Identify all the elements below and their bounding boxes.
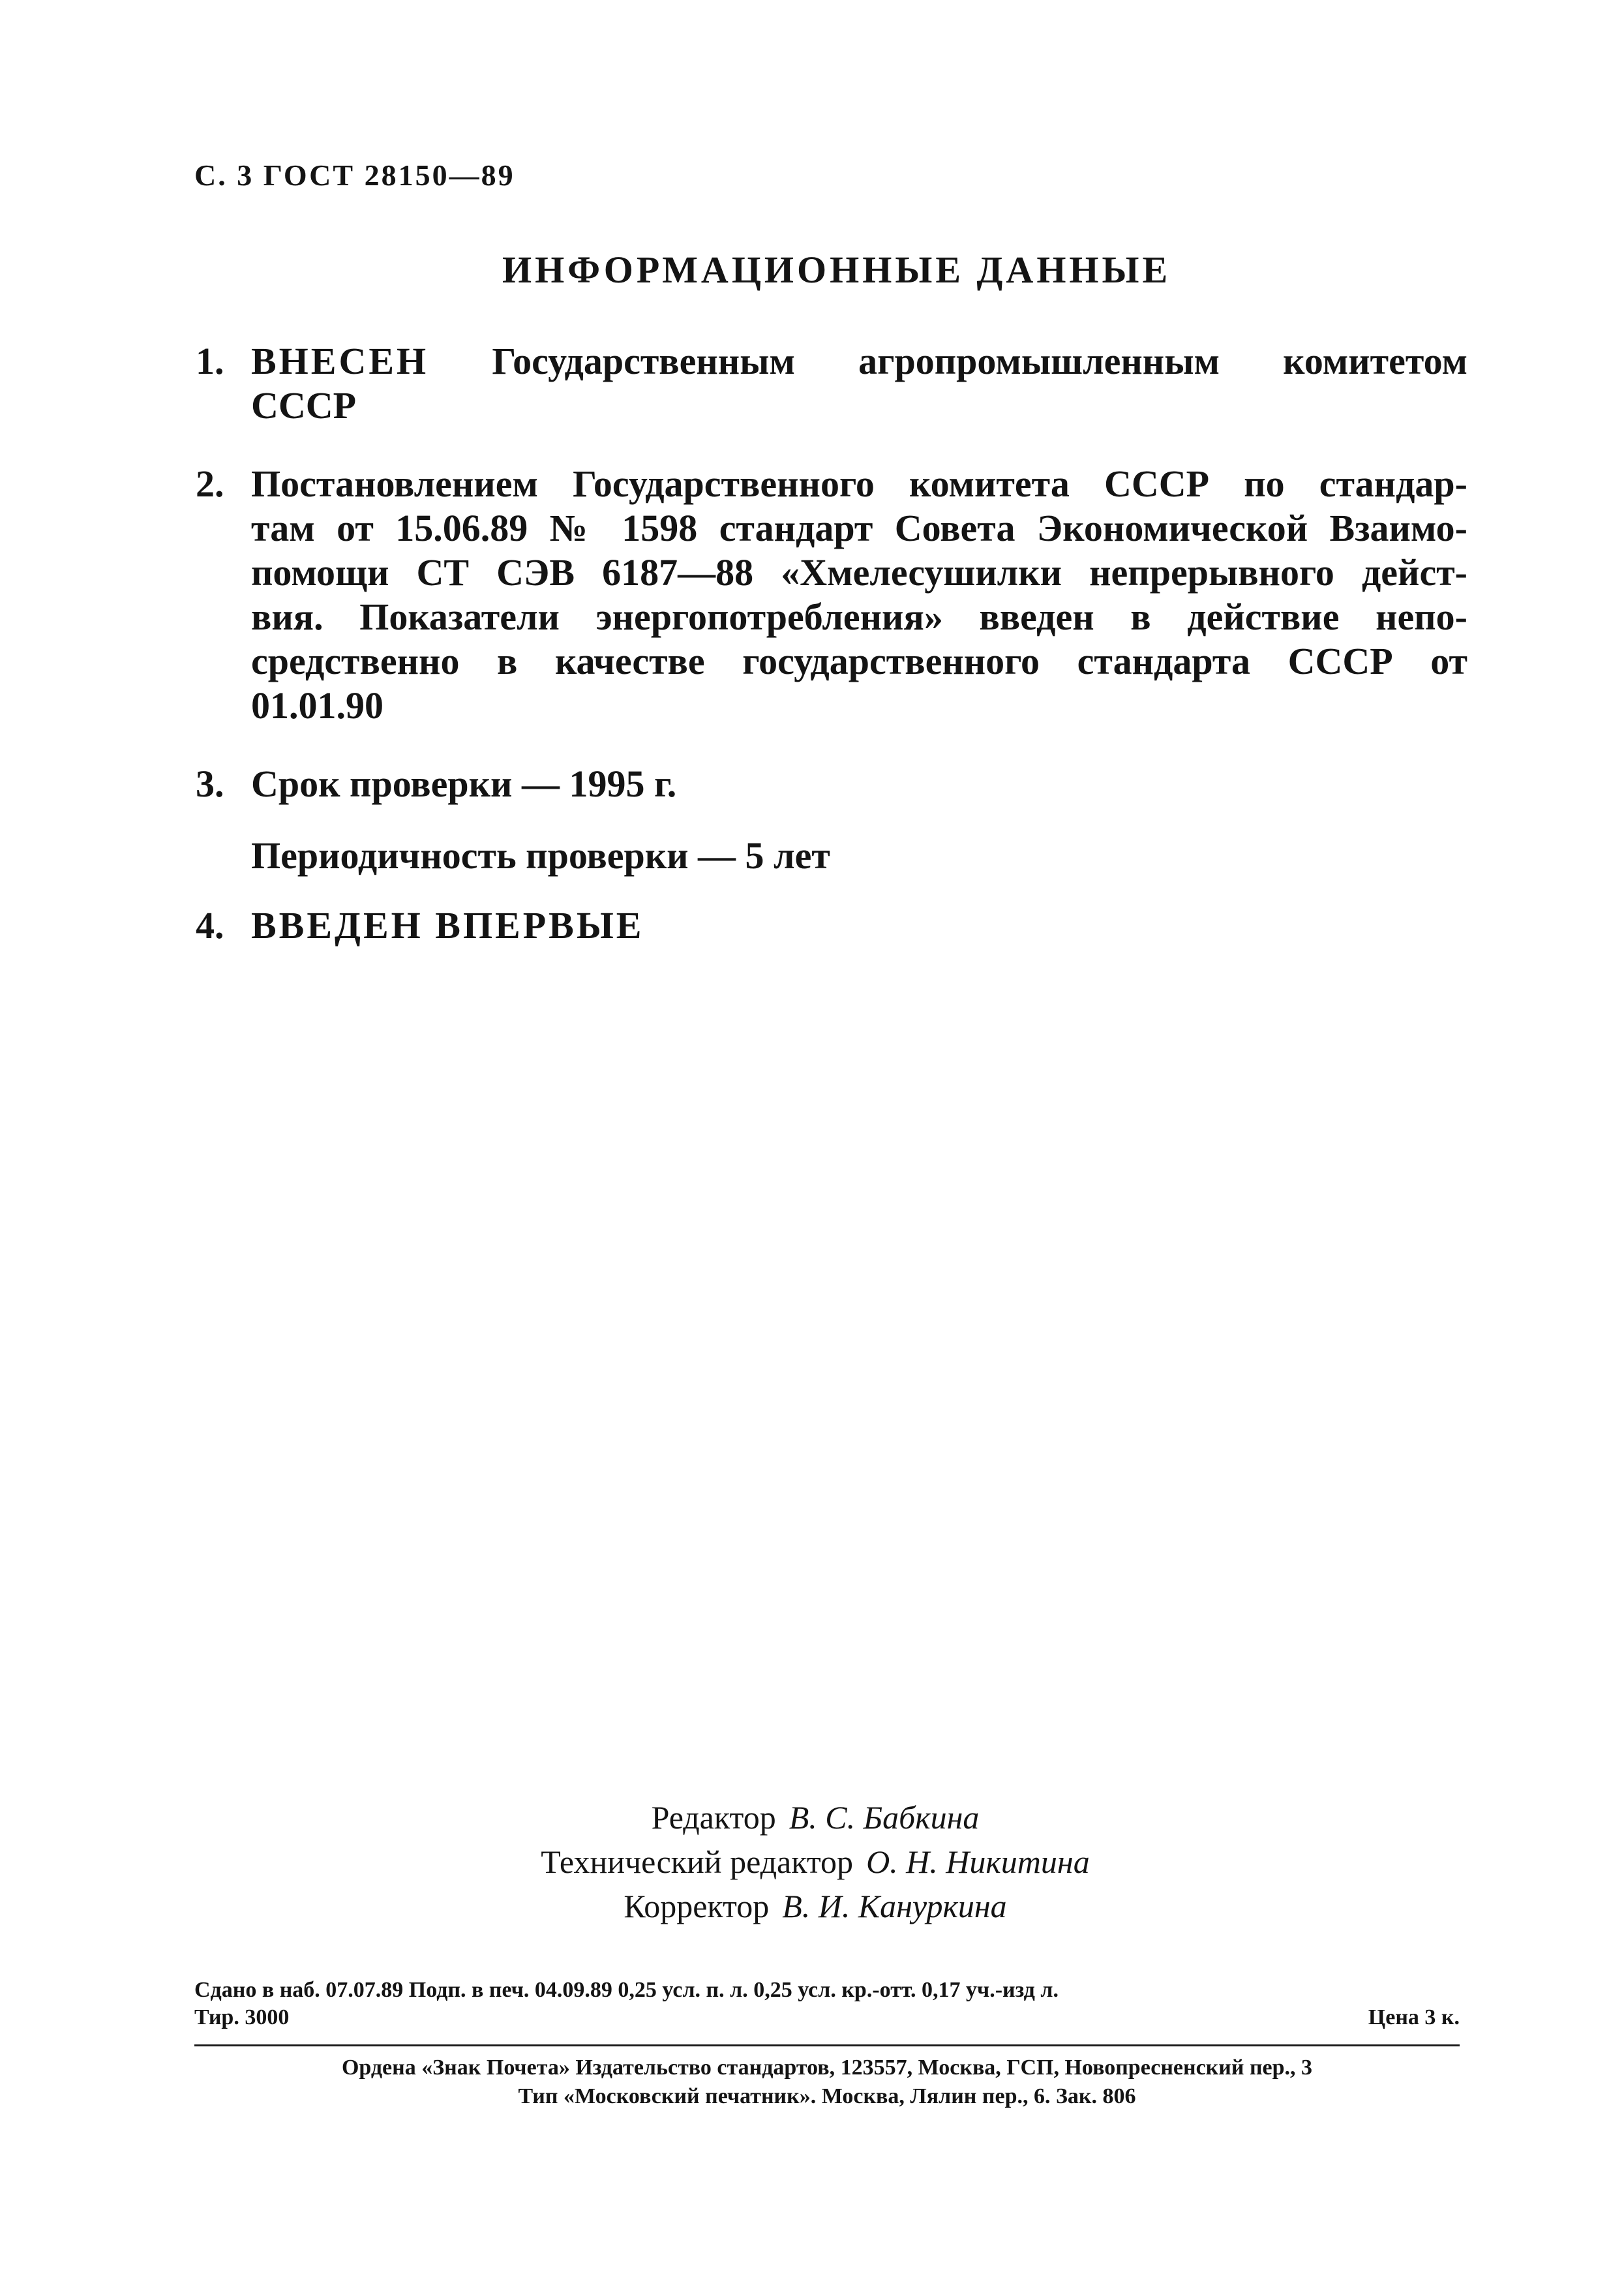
page-header: С. 3 ГОСТ 28150—89: [194, 159, 515, 192]
credit-role: Редактор: [651, 1799, 776, 1836]
print-imprint: [194, 1977, 1460, 2031]
info-item-1: [196, 339, 1467, 428]
info-item-3: [196, 762, 1467, 806]
publisher-info: [194, 2054, 1460, 2111]
horizontal-rule: [194, 2044, 1460, 2046]
item-2-line: Постановлением Государственного комитета СССР по стандар-: [251, 463, 1467, 505]
credit-proofreader: [522, 1884, 1109, 1928]
credit-name: В. И. Кануркина: [782, 1888, 1007, 1924]
credit-name: О. Н. Никитина: [866, 1843, 1090, 1880]
imprint-circulation: Тир. 3000: [194, 2005, 290, 2029]
item-number: 2.: [196, 463, 224, 505]
item-2-line: вия. Показатели энергопотребления» введен в действие непо-: [251, 596, 1467, 638]
item-1-line: [251, 339, 1467, 384]
item-3-note: Периодичность проверки — 5 лет: [251, 834, 830, 877]
item-2-line: там от 15.06.89 № 1598 стандарт Совета Экономической Взаимо-: [251, 507, 1467, 549]
item-number: 1.: [196, 340, 224, 382]
info-item-4: [196, 903, 1467, 948]
credit-tech-editor: [522, 1840, 1109, 1884]
publisher-line-1: Ордена «Знак Почета» Издательство стандартов, 123557, Москва, ГСП, Новопресненский пер., 3: [341, 2056, 1313, 2080]
credit-name: В. С. Бабкина: [789, 1799, 980, 1836]
imprint-price: Цена 3 к.: [1368, 2005, 1460, 2029]
item-2-line: 01.01.90: [251, 684, 383, 727]
credit-editor: [522, 1795, 1109, 1840]
item-1-text: Государственным агропромышленным комитетом: [492, 340, 1467, 382]
item-1-lead: ВНЕСЕН: [251, 340, 429, 382]
item-2-line: помощи СТ СЭВ 6187—88 «Хмелесушилки непрерывного дейст-: [251, 551, 1467, 594]
item-1-text-cont: СССР: [251, 384, 357, 427]
item-number: 4.: [196, 904, 224, 947]
credit-role: Технический редактор: [541, 1843, 854, 1880]
info-item-2: [196, 462, 1467, 728]
item-2-line: средственно в качестве государственного стандарта СССР от: [251, 640, 1467, 682]
imprint-line-2: [194, 2004, 1460, 2031]
item-3-text: Срок проверки — 1995 г.: [251, 763, 677, 805]
publisher-line-2: Тип «Московский печатник». Москва, Лялин пер., 6. Зак. 806: [518, 2084, 1136, 2108]
item-number: 3.: [196, 763, 224, 805]
editorial-credits: [522, 1795, 1109, 1928]
info-items-list: [196, 339, 1467, 982]
section-title: ИНФОРМАЦИОННЫЕ ДАННЫЕ: [502, 249, 1171, 291]
credit-role: Корректор: [624, 1888, 770, 1924]
imprint-line-1: Сдано в наб. 07.07.89 Подп. в печ. 04.09.89 0,25 усл. п. л. 0,25 усл. кр.-отт. 0,17 уч.-изд л.: [194, 1978, 1059, 2002]
item-4-text: ВВЕДЕН ВПЕРВЫЕ: [251, 904, 644, 947]
